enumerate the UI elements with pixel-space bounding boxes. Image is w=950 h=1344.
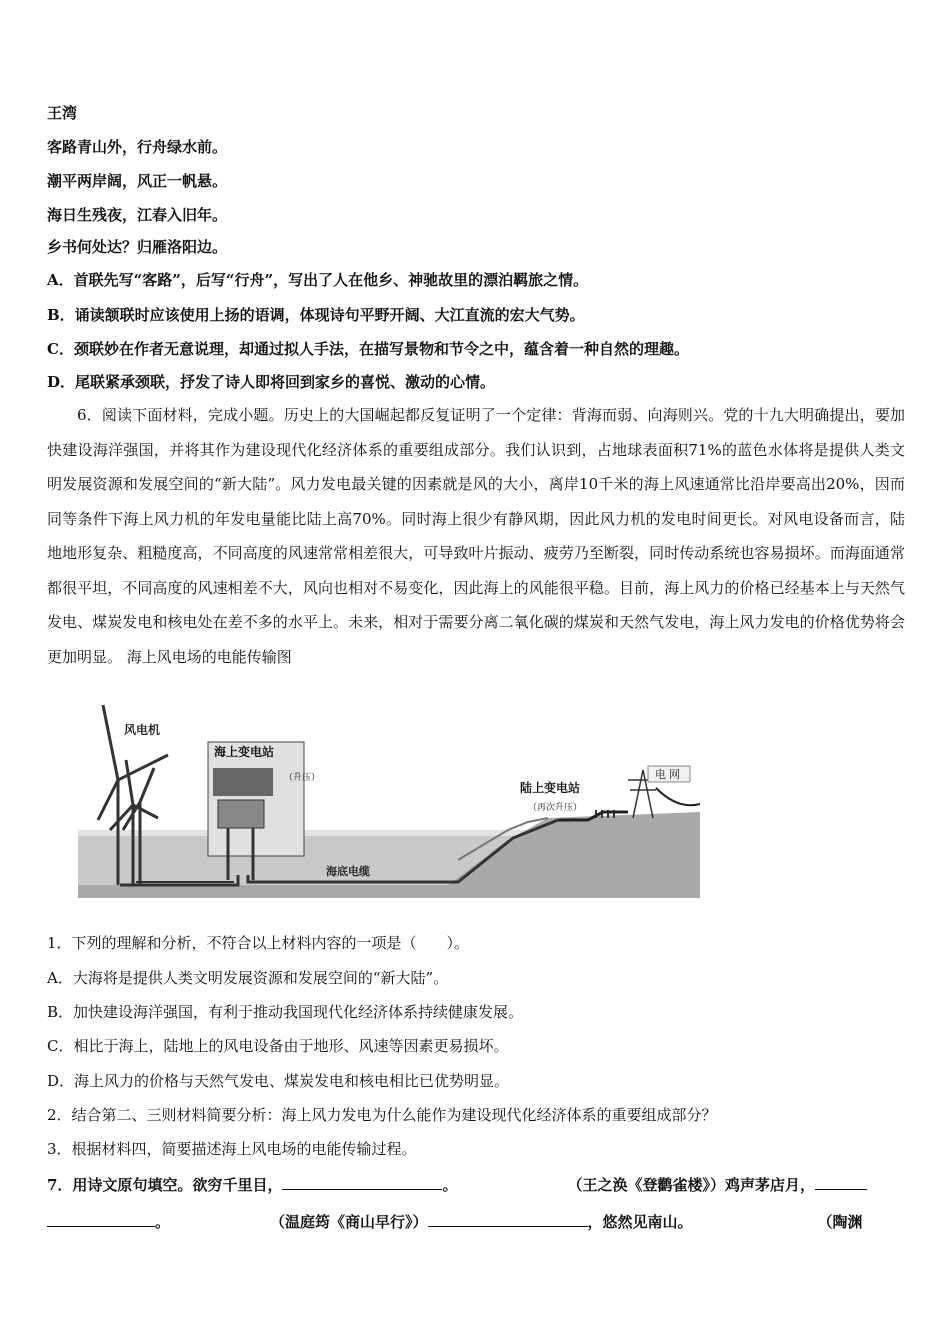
- answer-blank-2a[interactable]: [815, 1173, 867, 1190]
- fill-in-period-2: 。: [155, 1213, 171, 1231]
- poem-line-1: 客路青山外，行舟绿水前。: [47, 138, 228, 156]
- question-1-option-a: A．大海将是提供人类文明发展资源和发展空间的“新大陆”。: [47, 969, 449, 987]
- fill-in-period-1: 。: [442, 1176, 458, 1194]
- poem-line-2: 潮平两岸阔，风正一帆悬。: [47, 172, 228, 190]
- fill-in-source-1: （王之涣《登鹳雀楼》）鸡声茅店月，: [567, 1176, 815, 1194]
- substation-base: [218, 800, 264, 828]
- answer-blank-2b[interactable]: [47, 1210, 155, 1227]
- answer-blank-3[interactable]: [428, 1210, 588, 1227]
- poem-option-c: C．颈联妙在作者无意说理，却通过拟人手法，在描写景物和节令之中，蕴含着一种自然的理趣。: [47, 340, 689, 358]
- fill-in-row-2: [47, 1210, 905, 1232]
- question-1-option-b: B．加快建设海洋强国，有利于推动我国现代化经济体系持续健康发展。: [47, 1003, 524, 1021]
- label-wind-turbine: 风电机: [124, 723, 161, 737]
- poem-line-3: 海日生残夜，江春入旧年。: [47, 206, 228, 224]
- answer-blank-1[interactable]: [282, 1173, 442, 1190]
- question-2: 2．结合第二、三则材料简要分析：海上风力发电为什么能作为建设现代化经济体系的重要组成部分？: [47, 1106, 717, 1124]
- power-transmission-figure: [78, 700, 700, 898]
- poem-option-d: D．尾联紧承颈联，抒发了诗人即将回到家乡的喜悦、激动的心情。: [47, 373, 496, 391]
- fill-in-mid: ，悠然见南山。: [587, 1213, 693, 1231]
- fill-in-source-2: （温庭筠《商山早行》）: [270, 1213, 428, 1231]
- fill-in-row-1: [47, 1173, 905, 1195]
- fill-in-source-3: （陶渊: [817, 1213, 863, 1231]
- label-subsea-cable: 海底电缆: [326, 866, 370, 878]
- question-1: 1．下列的理解和分析，不符合以上材料内容的一项是（ ）。: [47, 934, 470, 952]
- reading-passage: 6．阅读下面材料，完成小题。历史上的大国崛起都反复证明了一个定律：背海而弱、向海则兴。党的十九大明确提出，要加快建设海洋强国，并将其作为建设现代化经济体系的重要组成部分。我们认识到，占地球表面积71%的蓝色水体将是提供人类文明发展资源和发展空间的“新大陆”。风力发电最关键的因素就是风的大小，离岸10千米的海上风速通常比沿岸要高出20%，因而同等条件下海上风力机的年发电量能比陆上高70%。同时海上很少有静风期，因此风力机的发电时间更长。对风电设备而言，陆地地形复杂、粗糙度高，不同高度的风速常常相差很大，可导致叶片振动、疲劳乃至断裂，同时传动系统也容易损坏。而海面通常都很平坦，不同高度的风速相差不大，风向也相对不易变化，因此海上的风能很平稳。目前，海上风力的价格已经基本上与天然气发电、煤炭发电和核电处在差不多的水平上。未来，相对于需要分离二氧化碳的煤炭和天然气发电，海上风力发电的价格优势将会更加明显。 海上风电场的电能传输图: [47, 406, 905, 666]
- power-transmission-diagram: [78, 700, 700, 898]
- fill-in-lead: 7．用诗文原句填空。欲穷千里目，: [47, 1176, 283, 1194]
- question-3: 3．根据材料四，简要描述海上风电场的电能传输过程。: [47, 1140, 417, 1158]
- poem-option-a: A．首联先写“客路”，后写“行舟”，写出了人在他乡、神驰故里的漂泊羁旅之情。: [47, 271, 589, 289]
- poem-line-4: 乡书何处达？归雁洛阳边。: [47, 238, 228, 256]
- question-1-option-c: C．相比于海上，陆地上的风电设备由于地形、风速等因素更易损坏。: [47, 1037, 509, 1055]
- poem-option-b: B．诵读颔联时应该使用上扬的语调，体现诗句平野开阔、大江直流的宏大气势。: [47, 306, 585, 324]
- label-step-up-again: （再次升压）: [528, 802, 583, 812]
- offshore-substation: [208, 742, 304, 856]
- label-land-station: 陆上变电站: [520, 781, 581, 795]
- poem-author: 王湾: [47, 104, 78, 122]
- question-1-option-d: D．海上风力的价格与天然气发电、煤炭发电和核电相比已优势明显。: [47, 1072, 510, 1090]
- label-step-up: （升压）: [284, 772, 321, 782]
- label-offshore-station: 海上变电站: [214, 745, 275, 759]
- label-grid: 电 网: [655, 769, 681, 781]
- grid-wire: [656, 788, 700, 805]
- substation-equipment: [213, 768, 273, 796]
